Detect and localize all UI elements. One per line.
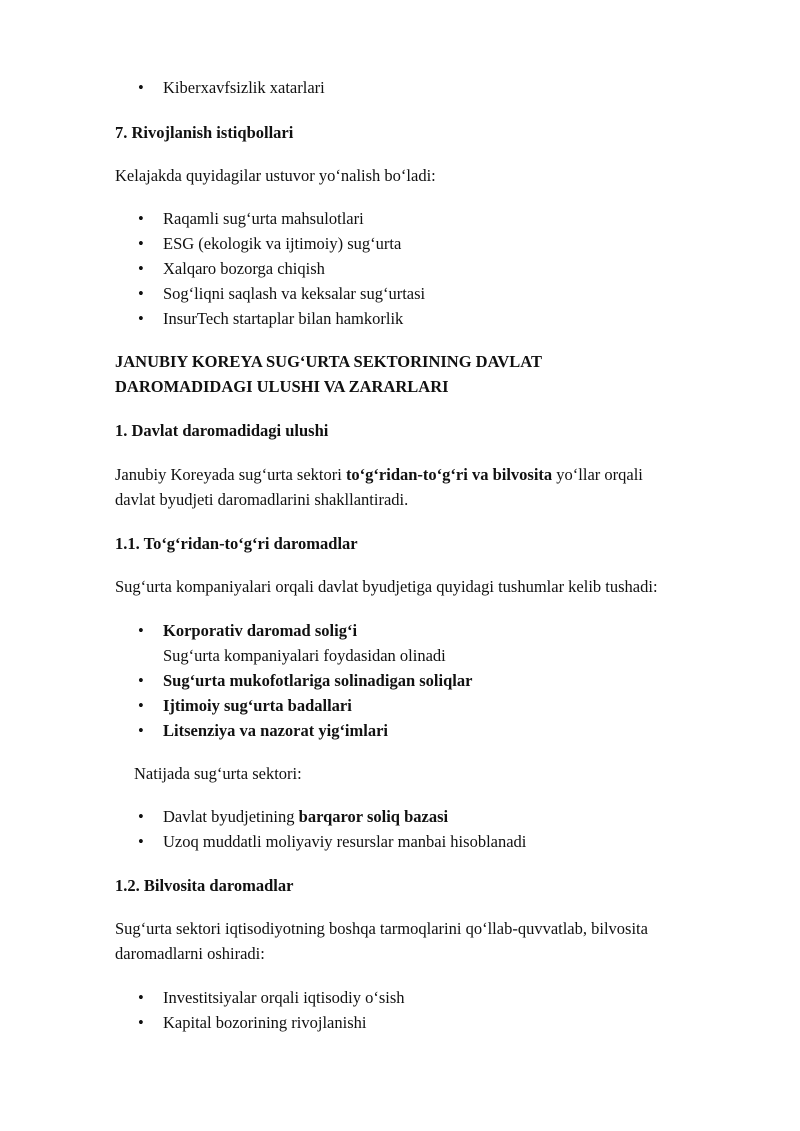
top-bullet-list (115, 75, 740, 100)
section-7-list (115, 206, 740, 331)
list-item (115, 618, 740, 668)
list-item: • Raqamli sug‘urta mahsulotlari (115, 206, 740, 231)
main-title-line-1: JANUBIY KOREYA SUG‘URTA SEKTORINING DAVLAT (115, 352, 542, 371)
para-line-2: davlat byudjeti daromadlarini shakllantiradi. (115, 490, 409, 509)
list-item (115, 718, 740, 743)
item-title: Litsenziya va nazorat yig‘imlari (163, 721, 389, 740)
item-title: Sug‘urta mukofotlariga solinadigan soliqlar (163, 671, 473, 690)
para-text: yo‘llar orqali (552, 465, 643, 484)
section-1-2-intro (115, 916, 755, 966)
section-1-1-intro: Sug‘urta kompaniyalari orqali davlat byudjetiga quyidagi tushumlar kelib tushadi: (115, 577, 658, 596)
para-bold: to‘g‘ridan-to‘g‘ri va bilvosita (345, 465, 553, 484)
list-item (115, 693, 740, 718)
list-item (115, 804, 740, 829)
main-title (115, 349, 745, 399)
list-item: • Kiberxavfsizlik xatarlari (115, 75, 740, 100)
list-item: • Xalqaro bozorga chiqish (115, 256, 740, 281)
section-heading-7: 7. Rivojlanish istiqbollari (115, 123, 294, 142)
section-1-2-list (115, 985, 740, 1035)
section-heading-1-2: 1.2. Bilvosita daromadlar (115, 876, 294, 895)
item-text: Davlat byudjetining (163, 807, 299, 826)
main-title-line-2: DAROMADIDAGI ULUSHI VA ZARARLARI (115, 377, 449, 396)
list-item (115, 668, 740, 693)
list-item: • ESG (ekologik va ijtimoiy) sug‘urta (115, 231, 740, 256)
item-title: Korporativ daromad solig‘i (163, 621, 358, 640)
intro-line-1: Sug‘urta sektori iqtisodiyotning boshqa tarmoqlarini qo‘llab-quvvatlab, bilvosita (115, 919, 648, 938)
list-item: • Kapital bozorining rivojlanishi (115, 1010, 740, 1035)
result-intro: Natijada sug‘urta sektori: (134, 764, 302, 783)
list-item: • Sog‘liqni saqlash va keksalar sug‘urtasi (115, 281, 740, 306)
section-1-1-list (115, 618, 740, 743)
result-list (115, 804, 740, 854)
list-item: • InsurTech startaplar bilan hamkorlik (115, 306, 740, 331)
item-bold: barqaror soliq bazasi (298, 807, 449, 826)
list-item: • Uzoq muddatli moliyaviy resurslar manbai hisoblanadi (115, 829, 740, 854)
para-text: Janubiy Koreyada sug‘urta sektori (115, 465, 346, 484)
section-heading-1: 1. Davlat daromadidagi ulushi (115, 421, 329, 440)
list-item: • Investitsiyalar orqali iqtisodiy o‘sish (115, 985, 740, 1010)
item-title: Ijtimoiy sug‘urta badallari (163, 696, 352, 715)
intro-line-2: daromadlarni oshiradi: (115, 944, 265, 963)
item-subtext: Sug‘urta kompaniyalari foydasidan olinadi (163, 646, 446, 665)
section-heading-1-1: 1.1. To‘g‘ridan-to‘g‘ri daromadlar (115, 534, 358, 553)
section-1-paragraph (115, 462, 745, 512)
section-7-intro: Kelajakda quyidagilar ustuvor yo‘nalish bo‘ladi: (115, 166, 436, 185)
